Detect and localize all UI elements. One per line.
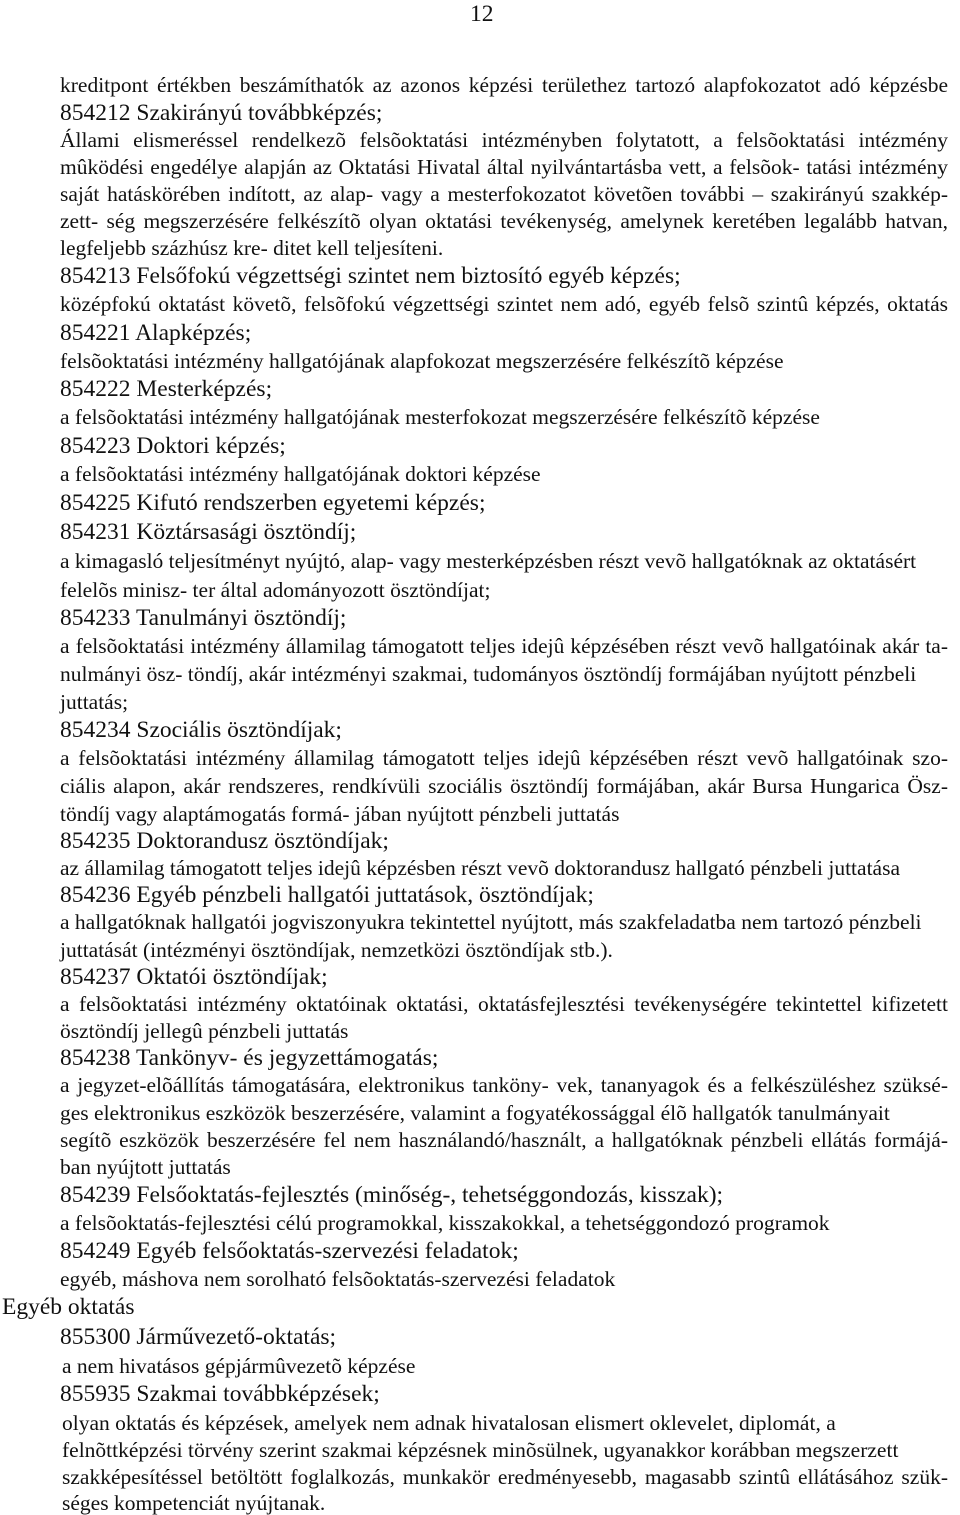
entry-description-line: juttatás; (60, 690, 129, 714)
entry-description-line: a felsõoktatási intézmény hallgatójának doktori képzése (60, 462, 541, 486)
entry-description-line: az államilag támogatott teljes idejû képzésben részt vevõ doktorandusz hallgató pénzbeli juttatása (60, 856, 900, 880)
entry-heading: 854249 Egyéb felsőoktatás-szervezési feladatok; (60, 1238, 519, 1264)
entry-heading: 854237 Oktatói ösztöndíjak; (60, 964, 328, 990)
entry-description-line: nulmányi ösz- töndíj, akár intézményi szakmai, tudományos ösztöndíj formájában nyújtott pénzbeli (60, 662, 917, 686)
entry-description-line: a felsõoktatási intézmény hallgatójának mesterfokozat megszerzésére felkészítõ képzése (60, 405, 820, 429)
entry-description-line: segítõ eszközök beszerzésére fel nem használandó/használt, a hallgatóknak pénzbeli ellátás formájá- (60, 1128, 948, 1152)
entry-description-line: ges elektronikus eszközök beszerzésére, valamint a fogyatékossággal élõ hallgatók tanulmányait (60, 1101, 890, 1125)
entry-heading: 854221 Alapképzés; (60, 320, 252, 346)
entry-description-line: legfeljebb százhúsz kre- ditet kell teljesíteni. (60, 236, 444, 260)
entry-description-line: zett- ség megszerzésére felkészítõ olyan oktatási tevékenység, amelynek keretében legalább hatvan, (60, 209, 948, 233)
entry-description-line: mûködési engedélye alapján az Oktatási Hivatal által nyilvántartásba vett, a felsõok- tatási intézmény (60, 155, 948, 179)
continuation-line: kreditpont értékben beszámíthatók az azonos képzési területhez tartozó alapfokozatot adó képzésbe (60, 73, 948, 97)
entry-heading: 854236 Egyéb pénzbeli hallgatói juttatások, ösztöndíjak; (60, 882, 594, 908)
entry-heading: 855935 Szakmai továbbképzések; (60, 1381, 380, 1407)
entry-description-line: saját hatáskörében indított, az alap- vagy a mesterfokozatot követõen további – szakirányú szakkép- (60, 182, 948, 206)
entry-heading: 854222 Mesterképzés; (60, 376, 273, 402)
entry-heading: 854234 Szociális ösztöndíjak; (60, 717, 342, 743)
entry-description-line: Állami elismeréssel rendelkezõ felsõoktatási intézményben folytatott, a felsõoktatási intézmény (60, 128, 948, 152)
entry-heading: 854233 Tanulmányi ösztöndíj; (60, 605, 347, 631)
entry-description-line: felsõoktatási intézmény hallgatójának alapfokozat megszerzésére felkészítõ képzése (60, 349, 784, 373)
entry-description-line: ban nyújtott juttatás (60, 1155, 231, 1179)
entry-description-line: juttatását (intézményi ösztöndíjak, nemzetközi ösztöndíjak stb.). (60, 938, 613, 962)
entry-description-line: a felsõoktatási intézmény oktatóinak oktatási, oktatásfejlesztési tevékenységére tekintettel kifizetett (60, 992, 948, 1016)
entry-description-line: ciális alapon, akár rendszeres, rendkívüli szociális ösztöndíj formájában, akár Bursa Hungarica Ösz- (60, 774, 948, 798)
entry-description-line: egyéb, máshova nem sorolható felsõoktatás-szervezési feladatok (60, 1267, 616, 1291)
entry-heading: 854212 Szakirányú továbbképzés; (60, 100, 383, 126)
entry-description-line: olyan oktatás és képzések, amelyek nem adnak hivatalosan elismert oklevelet, diplomát, a (62, 1411, 836, 1435)
entry-description-line: a jegyzet-elõállítás támogatására, elektronikus tanköny- vek, tananyagok és a felkészüléshez szüksé- (60, 1073, 948, 1097)
section-title: Egyéb oktatás (2, 1294, 135, 1320)
entry-description-line: felnõttképzési törvény szerint szakmai képzésnek minõsülnek, ugyanakkor korábban megszerzett (62, 1438, 899, 1462)
entry-description-line: a hallgatóknak hallgatói jogviszonyukra tekintettel nyújtott, más szakfeladatba nem tartozó pénzbeli (60, 910, 922, 934)
entry-description-line: ösztöndíj jellegû pénzbeli juttatás (60, 1019, 349, 1043)
entry-description-line: felelõs minisz- ter által adományozott ösztöndíjat; (60, 578, 491, 602)
entry-heading: 854239 Felsőoktatás-fejlesztés (minőség-, tehetséggondozás, kisszak); (60, 1182, 724, 1208)
entry-heading: 854231 Köztársasági ösztöndíj; (60, 519, 357, 545)
entry-description-line: töndíj vagy alaptámogatás formá- jában nyújtott pénzbeli juttatás (60, 802, 620, 826)
entry-heading: 854225 Kifutó rendszerben egyetemi képzés; (60, 490, 486, 516)
entry-heading: 854238 Tankönyv- és jegyzettámogatás; (60, 1045, 439, 1071)
entry-description-line: a nem hivatásos gépjármûvezetõ képzése (62, 1354, 416, 1378)
page-number: 12 (470, 1, 494, 27)
entry-description-line: a felsõoktatási intézmény államilag támogatott teljes idejû képzésében részt vevõ hallgatóinak akár ta- (60, 634, 948, 658)
entry-description-line: a felsõoktatási intézmény államilag támogatott teljes idejû képzésében részt vevõ hallgatóinak szo- (60, 746, 948, 770)
entry-heading: 854213 Felsőfokú végzettségi szintet nem biztosító egyéb képzés; (60, 263, 681, 289)
entry-heading: 855300 Járművezető-oktatás; (60, 1324, 337, 1350)
entry-description-line: séges kompetenciát nyújtanak. (62, 1491, 326, 1515)
entry-heading: 854223 Doktori képzés; (60, 433, 286, 459)
entry-heading: 854235 Doktorandusz ösztöndíjak; (60, 828, 389, 854)
entry-description-line: a felsõoktatás-fejlesztési célú programokkal, kisszakokkal, a tehetséggondozó programok (60, 1211, 830, 1235)
entry-description-line: szakképesítéssel betöltött foglalkozás, munkakör eredményesebb, magasabb szintû ellátásához szük- (62, 1465, 948, 1489)
entry-description-line: középfokú oktatást követõ, felsõfokú végzettségi szintet nem adó, egyéb felsõ szintû képzés, oktatás (60, 292, 948, 316)
entry-description-line: a kimagasló teljesítményt nyújtó, alap- vagy mesterképzésben részt vevõ hallgatóknak az oktatásért (60, 549, 917, 573)
